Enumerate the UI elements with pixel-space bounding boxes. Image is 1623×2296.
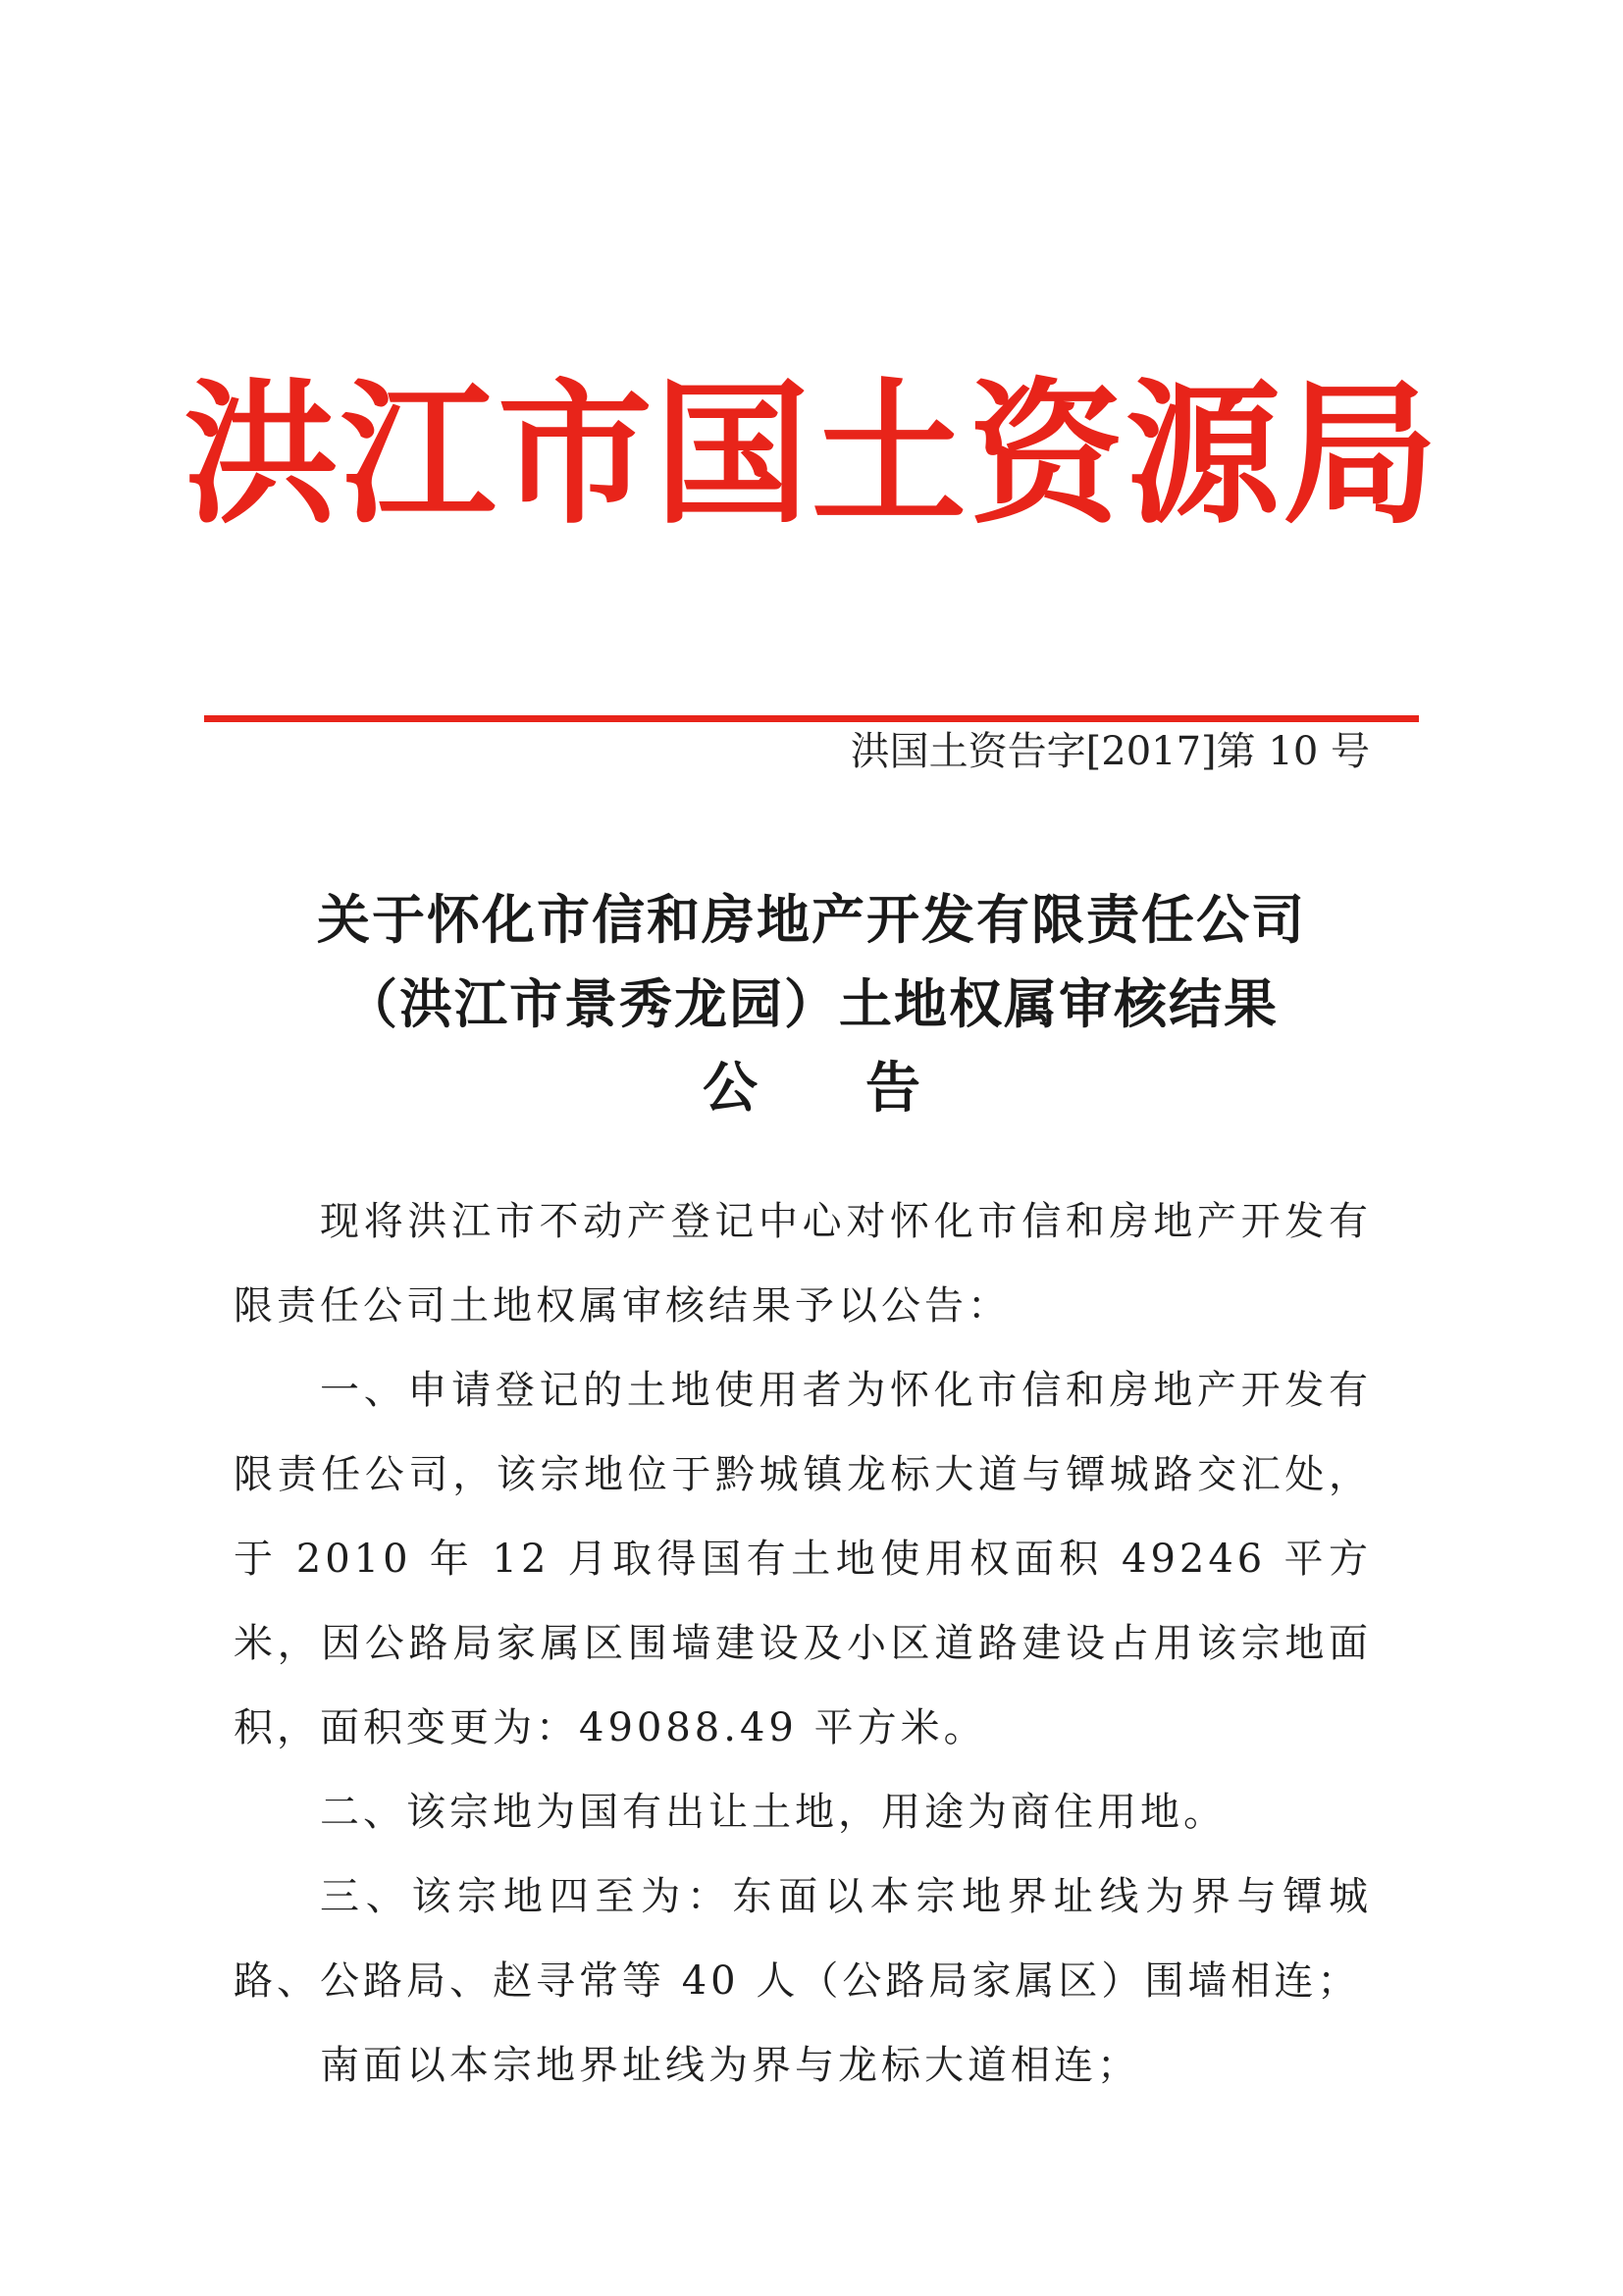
paragraph-south-boundary: 南面以本宗地界址线为界与龙标大道相连； <box>320 2043 1140 2088</box>
paragraph-item-2: 二、该宗地为国有出让土地，用途为商住用地。 <box>320 1790 1227 1835</box>
notice-title <box>0 878 1623 1131</box>
notice-body <box>234 1179 1372 2108</box>
red-divider-line <box>204 715 1419 722</box>
notice-title-line-2: （洪江市景秀龙园）土地权属审核结果 <box>344 973 1279 1035</box>
letterhead-title: 洪江市国土资源局 <box>183 365 1440 546</box>
notice-title-line-1: 关于怀化市信和房地产开发有限责任公司 <box>317 889 1306 951</box>
document-number: 洪国土资告字[2017]第 10 号 <box>850 729 1370 774</box>
paragraph-item-1: 一、申请登记的土地使用者为怀化市信和房地产开发有限责任公司，该宗地位于黔城镇龙标大道与镡城路交汇处，于 2010 年 12 月取得国有土地使用权面积 49246 平方米，因公路局家属区围墙建设及小区道路建设占用该宗地面积，面积变更为：49088.49 平方米。 <box>234 1368 1372 1750</box>
paragraph-intro: 现将洪江市不动产登记中心对怀化市信和房地产开发有限责任公司土地权属审核结果予以公告： <box>234 1199 1372 1329</box>
notice-title-line-3: 公告 <box>703 1057 1028 1121</box>
paragraph-item-3: 三、该宗地四至为：东面以本宗地界址线为界与镡城路、公路局、赵寻常等 40 人（公路局家属区）围墙相连； <box>234 1874 1372 2004</box>
